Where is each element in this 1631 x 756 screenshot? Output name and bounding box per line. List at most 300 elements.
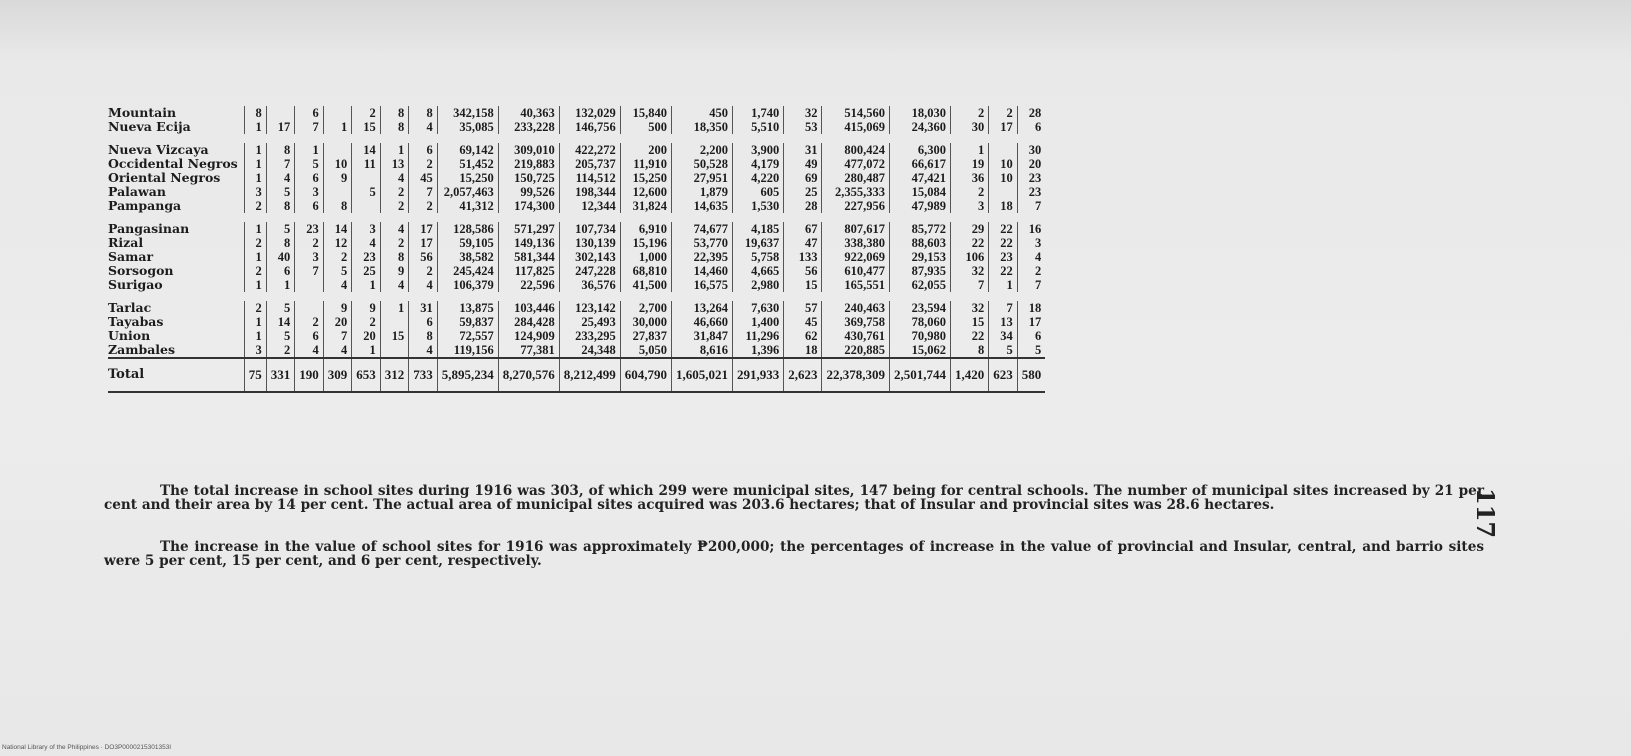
table-cell: 14 bbox=[352, 143, 381, 157]
table-cell: 66,617 bbox=[889, 157, 950, 171]
table-cell: 4 bbox=[1017, 250, 1045, 264]
table-cell: 28 bbox=[1017, 106, 1045, 120]
table-cell: 233,228 bbox=[498, 120, 559, 134]
table-cell: 309,010 bbox=[498, 143, 559, 157]
table-cell: 3 bbox=[1017, 236, 1045, 250]
table-cell: 16 bbox=[1017, 222, 1045, 236]
table-cell: 114,512 bbox=[559, 171, 620, 185]
table-cell: 24,360 bbox=[889, 120, 950, 134]
table-cell: 233,295 bbox=[559, 329, 620, 343]
table-cell: 12 bbox=[323, 236, 352, 250]
table-cell bbox=[323, 106, 352, 120]
table-cell: 12,344 bbox=[559, 199, 620, 213]
table-cell: 88,603 bbox=[889, 236, 950, 250]
table-cell: 3,900 bbox=[732, 143, 783, 157]
table-cell: 4 bbox=[380, 171, 409, 185]
page-number: 117 bbox=[1471, 488, 1500, 539]
table-cell: 18 bbox=[989, 199, 1018, 213]
table-cell bbox=[323, 143, 352, 157]
table-cell: 5 bbox=[323, 264, 352, 278]
table-cell: 8,616 bbox=[671, 343, 732, 358]
table-cell: 1 bbox=[244, 329, 266, 343]
table-cell: 75 bbox=[244, 358, 266, 392]
table-cell: 11,296 bbox=[732, 329, 783, 343]
table-cell: 1,420 bbox=[950, 358, 988, 392]
table-cell bbox=[989, 143, 1018, 157]
table-cell: 1 bbox=[295, 143, 324, 157]
table-cell: 7 bbox=[1017, 199, 1045, 213]
table-cell: 1,530 bbox=[732, 199, 783, 213]
table-cell: 342,158 bbox=[437, 106, 498, 120]
table-cell: 4,185 bbox=[732, 222, 783, 236]
table-cell: 40,363 bbox=[498, 106, 559, 120]
table-cell: 4 bbox=[323, 343, 352, 358]
table-cell: 2,700 bbox=[620, 301, 671, 315]
table-cell: 10 bbox=[989, 171, 1018, 185]
table-cell: 422,272 bbox=[559, 143, 620, 157]
table-cell: 8 bbox=[266, 143, 295, 157]
table-cell: 13,264 bbox=[671, 301, 732, 315]
table-cell: 800,424 bbox=[822, 143, 890, 157]
table-row bbox=[108, 315, 1045, 329]
table-cell: 47,421 bbox=[889, 171, 950, 185]
table-cell: 47,989 bbox=[889, 199, 950, 213]
table-cell: 1 bbox=[244, 315, 266, 329]
table-cell: 9 bbox=[323, 171, 352, 185]
province-name: Nueva Ecija bbox=[108, 119, 191, 134]
table-cell: 807,617 bbox=[822, 222, 890, 236]
table-cell: 2,355,333 bbox=[822, 185, 890, 199]
table-cell: 22 bbox=[950, 236, 988, 250]
table-row bbox=[108, 301, 1045, 315]
table-cell: 1,879 bbox=[671, 185, 732, 199]
table-cell: 22,378,309 bbox=[822, 358, 890, 392]
table-row bbox=[108, 106, 1045, 120]
table-cell: 280,487 bbox=[822, 171, 890, 185]
table-cell: 146,756 bbox=[559, 120, 620, 134]
table-cell: 5,895,234 bbox=[437, 358, 498, 392]
table-cell: 6 bbox=[409, 143, 438, 157]
table-cell: 17 bbox=[409, 222, 438, 236]
table-cell: 24,348 bbox=[559, 343, 620, 358]
table-cell: 5,758 bbox=[732, 250, 783, 264]
table-cell: 22 bbox=[950, 329, 988, 343]
table-cell: 2,200 bbox=[671, 143, 732, 157]
table-cell: 106,379 bbox=[437, 278, 498, 292]
province-name: Surigao bbox=[108, 277, 163, 292]
table-cell: 5,510 bbox=[732, 120, 783, 134]
table-cell: 1 bbox=[244, 143, 266, 157]
table-cell: 220,885 bbox=[822, 343, 890, 358]
province-name: Zambales bbox=[108, 342, 176, 357]
table-cell: 2 bbox=[266, 343, 295, 358]
table-cell: 8 bbox=[266, 199, 295, 213]
table-cell: 23,594 bbox=[889, 301, 950, 315]
table-cell: 53 bbox=[784, 120, 822, 134]
table-cell: 1 bbox=[244, 120, 266, 134]
table-cell: 28 bbox=[784, 199, 822, 213]
table-row bbox=[108, 329, 1045, 343]
table-cell: 7,630 bbox=[732, 301, 783, 315]
table-cell: 2 bbox=[352, 315, 381, 329]
table-cell: 14 bbox=[266, 315, 295, 329]
table-cell bbox=[352, 199, 381, 213]
table-cell: 85,772 bbox=[889, 222, 950, 236]
table-cell: 3 bbox=[295, 185, 324, 199]
table-cell: 6 bbox=[295, 329, 324, 343]
table-cell: 18 bbox=[1017, 301, 1045, 315]
table-cell: 59,837 bbox=[437, 315, 498, 329]
table-cell: 14,635 bbox=[671, 199, 732, 213]
table-cell: 6 bbox=[1017, 329, 1045, 343]
table-cell: 4 bbox=[380, 278, 409, 292]
table-cell: 331 bbox=[266, 358, 295, 392]
table-cell: 2,057,463 bbox=[437, 185, 498, 199]
table-cell: 17 bbox=[409, 236, 438, 250]
table-cell: 2 bbox=[409, 264, 438, 278]
table-cell: 67 bbox=[784, 222, 822, 236]
province-name: Mountain bbox=[108, 105, 177, 120]
table-cell: 130,139 bbox=[559, 236, 620, 250]
table-cell: 2 bbox=[244, 264, 266, 278]
table-cell: 20 bbox=[352, 329, 381, 343]
table-cell: 8 bbox=[950, 343, 988, 358]
table-cell: 133 bbox=[784, 250, 822, 264]
table-cell: 45 bbox=[784, 315, 822, 329]
table-cell: 78,060 bbox=[889, 315, 950, 329]
table-cell: 1 bbox=[352, 343, 381, 358]
table-cell: 8,212,499 bbox=[559, 358, 620, 392]
table-cell: 17 bbox=[989, 120, 1018, 134]
table-cell: 4 bbox=[409, 120, 438, 134]
table-cell: 8 bbox=[323, 199, 352, 213]
table-row bbox=[108, 264, 1045, 278]
table-cell: 6 bbox=[409, 315, 438, 329]
table-cell: 30,000 bbox=[620, 315, 671, 329]
table-cell: 198,344 bbox=[559, 185, 620, 199]
table-cell: 6 bbox=[295, 106, 324, 120]
table-cell: 1 bbox=[380, 301, 409, 315]
table-cell: 5 bbox=[989, 343, 1018, 358]
table-cell: 7 bbox=[266, 157, 295, 171]
table-cell: 2,623 bbox=[784, 358, 822, 392]
table-cell: 7 bbox=[323, 329, 352, 343]
table-cell bbox=[352, 171, 381, 185]
table-cell: 2 bbox=[295, 236, 324, 250]
table-cell: 8 bbox=[266, 236, 295, 250]
table-cell: 653 bbox=[352, 358, 381, 392]
table-cell: 8,270,576 bbox=[498, 358, 559, 392]
table-cell: 4 bbox=[352, 236, 381, 250]
table-cell: 9 bbox=[352, 301, 381, 315]
table-cell: 70,980 bbox=[889, 329, 950, 343]
table-cell: 5 bbox=[1017, 343, 1045, 358]
table-cell: 5,050 bbox=[620, 343, 671, 358]
table-cell: 31 bbox=[409, 301, 438, 315]
table-cell: 10 bbox=[323, 157, 352, 171]
table-cell: 1 bbox=[950, 143, 988, 157]
province-name: Samar bbox=[108, 249, 154, 264]
table-cell: 18 bbox=[784, 343, 822, 358]
table-cell: 6,910 bbox=[620, 222, 671, 236]
table-cell: 2 bbox=[950, 106, 988, 120]
table-cell: 1 bbox=[352, 278, 381, 292]
table-cell: 1 bbox=[244, 157, 266, 171]
table-cell: 30 bbox=[950, 120, 988, 134]
table-cell: 4 bbox=[380, 222, 409, 236]
table-cell: 22 bbox=[989, 236, 1018, 250]
table-cell: 51,452 bbox=[437, 157, 498, 171]
table-cell: 291,933 bbox=[732, 358, 783, 392]
table-cell: 4 bbox=[295, 343, 324, 358]
table-cell bbox=[380, 343, 409, 358]
table-cell: 1 bbox=[989, 278, 1018, 292]
province-name: Rizal bbox=[108, 235, 144, 250]
table-cell: 7 bbox=[295, 120, 324, 134]
table-cell: 23 bbox=[1017, 171, 1045, 185]
table-cell: 733 bbox=[409, 358, 438, 392]
table-cell: 22 bbox=[989, 264, 1018, 278]
table-cell: 23 bbox=[352, 250, 381, 264]
table-cell: 103,446 bbox=[498, 301, 559, 315]
table-cell: 11,910 bbox=[620, 157, 671, 171]
table-row bbox=[108, 143, 1045, 157]
province-name: Palawan bbox=[108, 184, 166, 199]
table-cell: 57 bbox=[784, 301, 822, 315]
table-cell: 219,883 bbox=[498, 157, 559, 171]
table-cell bbox=[295, 278, 324, 292]
province-name: Tarlac bbox=[108, 300, 152, 315]
table-cell: 20 bbox=[323, 315, 352, 329]
table-cell: 53,770 bbox=[671, 236, 732, 250]
table-cell: 338,380 bbox=[822, 236, 890, 250]
table-cell bbox=[989, 185, 1018, 199]
table-cell: 2 bbox=[989, 106, 1018, 120]
table-cell: 1,396 bbox=[732, 343, 783, 358]
table-cell: 31 bbox=[784, 143, 822, 157]
table-cell: 13 bbox=[989, 315, 1018, 329]
table-cell: 2 bbox=[380, 185, 409, 199]
table-cell: 2,501,744 bbox=[889, 358, 950, 392]
table-cell: 59,105 bbox=[437, 236, 498, 250]
table-cell: 2 bbox=[244, 199, 266, 213]
paragraph-increase-value: The increase in the value of school sites for 1916 was approximately ₱200,000; the percentages of increase in the value of provincial and Insular, central, and barrio sites were 5 per cent, 15 per cent, and 6 per cent, respectively. bbox=[104, 538, 1484, 569]
table-cell: 35,085 bbox=[437, 120, 498, 134]
table-cell: 7 bbox=[409, 185, 438, 199]
table-cell: 4 bbox=[409, 278, 438, 292]
table-cell: 430,761 bbox=[822, 329, 890, 343]
table-cell: 36 bbox=[950, 171, 988, 185]
table-cell: 4 bbox=[409, 343, 438, 358]
table-cell: 190 bbox=[295, 358, 324, 392]
table-cell: 15 bbox=[950, 315, 988, 329]
table-cell: 8 bbox=[380, 120, 409, 134]
table-cell: 1 bbox=[244, 222, 266, 236]
table-cell: 8 bbox=[380, 250, 409, 264]
table-cell: 30 bbox=[1017, 143, 1045, 157]
table-cell: 25 bbox=[352, 264, 381, 278]
table-cell: 240,463 bbox=[822, 301, 890, 315]
table-row bbox=[108, 185, 1045, 199]
table-cell: 124,909 bbox=[498, 329, 559, 343]
table-cell: 604,790 bbox=[620, 358, 671, 392]
table-cell: 12,600 bbox=[620, 185, 671, 199]
table-cell: 8 bbox=[244, 106, 266, 120]
table-cell: 50,528 bbox=[671, 157, 732, 171]
table-cell: 14 bbox=[323, 222, 352, 236]
table-cell: 2 bbox=[244, 236, 266, 250]
province-name: Sorsogon bbox=[108, 263, 174, 278]
table-cell: 99,526 bbox=[498, 185, 559, 199]
table-cell: 18,030 bbox=[889, 106, 950, 120]
table-cell bbox=[380, 315, 409, 329]
table-cell: 605 bbox=[732, 185, 783, 199]
table-cell: 13,875 bbox=[437, 301, 498, 315]
table-cell: 2,980 bbox=[732, 278, 783, 292]
table-cell: 22,596 bbox=[498, 278, 559, 292]
table-cell: 107,734 bbox=[559, 222, 620, 236]
table-cell: 571,297 bbox=[498, 222, 559, 236]
table-cell: 128,586 bbox=[437, 222, 498, 236]
table-cell: 22 bbox=[989, 222, 1018, 236]
table-cell bbox=[266, 106, 295, 120]
table-cell: 580 bbox=[1017, 358, 1045, 392]
table-cell: 56 bbox=[784, 264, 822, 278]
table-cell: 41,500 bbox=[620, 278, 671, 292]
province-name: Nueva Vizcaya bbox=[108, 142, 209, 157]
table-cell: 29 bbox=[950, 222, 988, 236]
table-cell: 2 bbox=[950, 185, 988, 199]
table-cell: 74,677 bbox=[671, 222, 732, 236]
table-cell: 15,250 bbox=[620, 171, 671, 185]
table-cell: 68,810 bbox=[620, 264, 671, 278]
table-cell: 2 bbox=[295, 315, 324, 329]
table-cell: 106 bbox=[950, 250, 988, 264]
province-name: Total bbox=[108, 358, 244, 392]
table-cell bbox=[295, 301, 324, 315]
table-cell: 49 bbox=[784, 157, 822, 171]
table-cell: 132,029 bbox=[559, 106, 620, 120]
table-cell: 1,605,021 bbox=[671, 358, 732, 392]
table-cell: 1 bbox=[244, 278, 266, 292]
table-cell: 302,143 bbox=[559, 250, 620, 264]
table-cell: 165,551 bbox=[822, 278, 890, 292]
province-name: Union bbox=[108, 328, 151, 343]
table-cell: 8 bbox=[409, 106, 438, 120]
table-cell: 4,179 bbox=[732, 157, 783, 171]
table-cell: 27,837 bbox=[620, 329, 671, 343]
table-cell: 62 bbox=[784, 329, 822, 343]
group-spacer bbox=[108, 213, 1045, 222]
province-name: Oriental Negros bbox=[108, 170, 221, 185]
table-cell: 6 bbox=[295, 199, 324, 213]
table-row bbox=[108, 171, 1045, 185]
table-cell: 3 bbox=[295, 250, 324, 264]
table-cell: 36,576 bbox=[559, 278, 620, 292]
table-cell: 41,312 bbox=[437, 199, 498, 213]
table-cell: 6 bbox=[266, 264, 295, 278]
table-cell: 5 bbox=[266, 185, 295, 199]
table-cell: 56 bbox=[409, 250, 438, 264]
table-cell: 17 bbox=[1017, 315, 1045, 329]
table-cell: 62,055 bbox=[889, 278, 950, 292]
table-cell: 10 bbox=[989, 157, 1018, 171]
table-cell: 46,660 bbox=[671, 315, 732, 329]
table-cell: 2 bbox=[244, 301, 266, 315]
table-cell: 245,424 bbox=[437, 264, 498, 278]
table-cell: 623 bbox=[989, 358, 1018, 392]
group-spacer bbox=[108, 134, 1045, 143]
table-cell: 23 bbox=[295, 222, 324, 236]
table-cell: 2 bbox=[380, 236, 409, 250]
table-cell: 4 bbox=[323, 278, 352, 292]
table-cell: 3 bbox=[352, 222, 381, 236]
table-cell: 922,069 bbox=[822, 250, 890, 264]
table-cell: 87,935 bbox=[889, 264, 950, 278]
table-row bbox=[108, 157, 1045, 171]
table-cell: 2 bbox=[323, 250, 352, 264]
table-cell: 2 bbox=[380, 199, 409, 213]
table-cell: 309 bbox=[323, 358, 352, 392]
table-cell: 7 bbox=[295, 264, 324, 278]
table-cell: 18,350 bbox=[671, 120, 732, 134]
province-name: Occidental Negros bbox=[108, 156, 238, 171]
table-cell: 312 bbox=[380, 358, 409, 392]
table-cell: 72,557 bbox=[437, 329, 498, 343]
table-cell: 15 bbox=[380, 329, 409, 343]
table-cell: 2 bbox=[1017, 264, 1045, 278]
table-cell: 5 bbox=[266, 329, 295, 343]
table-cell: 15,250 bbox=[437, 171, 498, 185]
table-cell: 205,737 bbox=[559, 157, 620, 171]
table-cell: 9 bbox=[380, 264, 409, 278]
table-cell: 69,142 bbox=[437, 143, 498, 157]
table-cell: 5 bbox=[266, 301, 295, 315]
table-cell: 2 bbox=[352, 106, 381, 120]
table-cell: 27,951 bbox=[671, 171, 732, 185]
table-cell: 13 bbox=[380, 157, 409, 171]
table-cell: 5 bbox=[295, 157, 324, 171]
table-cell: 20 bbox=[1017, 157, 1045, 171]
table-cell: 77,381 bbox=[498, 343, 559, 358]
table-cell: 29,153 bbox=[889, 250, 950, 264]
table-cell: 2 bbox=[409, 157, 438, 171]
province-name: Tayabas bbox=[108, 314, 164, 329]
table-cell: 500 bbox=[620, 120, 671, 134]
table-cell: 69 bbox=[784, 171, 822, 185]
table-row bbox=[108, 120, 1045, 134]
table-cell: 15 bbox=[784, 278, 822, 292]
table-cell: 8 bbox=[380, 106, 409, 120]
table-cell: 1 bbox=[323, 120, 352, 134]
table-cell: 11 bbox=[352, 157, 381, 171]
library-credit: National Library of the Philippines · DO3P0000215301353I bbox=[2, 744, 172, 751]
table-cell: 3 bbox=[244, 185, 266, 199]
province-name: Pampanga bbox=[108, 198, 182, 213]
table-cell: 117,825 bbox=[498, 264, 559, 278]
table-cell: 3 bbox=[950, 199, 988, 213]
table-cell: 7 bbox=[989, 301, 1018, 315]
table-cell: 119,156 bbox=[437, 343, 498, 358]
table-row bbox=[108, 199, 1045, 213]
table-cell: 17 bbox=[266, 120, 295, 134]
table-cell: 247,228 bbox=[559, 264, 620, 278]
table-cell: 15 bbox=[352, 120, 381, 134]
table-cell: 284,428 bbox=[498, 315, 559, 329]
table-cell: 15,840 bbox=[620, 106, 671, 120]
table-cell: 450 bbox=[671, 106, 732, 120]
table-cell: 32 bbox=[950, 264, 988, 278]
